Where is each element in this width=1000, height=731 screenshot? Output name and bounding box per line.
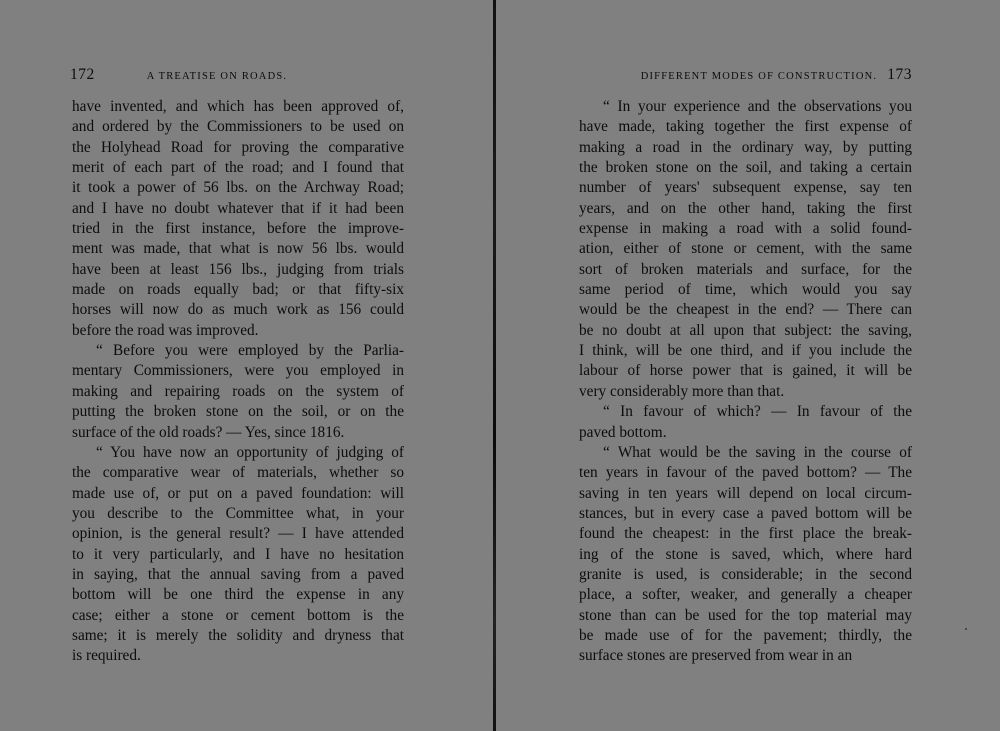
- text-line: the comparative wear of materials, whether so: [72, 464, 404, 482]
- text-line: be no doubt at all upon that subject: the saving,: [579, 321, 912, 339]
- text-line: making and repairing roads on the system of: [72, 382, 404, 400]
- text-line: have invented, and which has been approved of,: [72, 98, 404, 115]
- text-line: the broken stone on the soil, and taking a certain: [579, 159, 912, 177]
- right-page: [502, 0, 1000, 731]
- text-line: made on roads equally bad; or that fifty-six: [72, 281, 404, 299]
- text-line: you describe to the Committee what, in your: [72, 504, 404, 522]
- right-running-title: DIFFERENT MODES OF CONSTRUCTION.: [640, 71, 878, 82]
- text-line: is required.: [72, 647, 141, 665]
- text-line: stances, but in every case a paved bottom will be: [579, 504, 912, 522]
- text-line: surface stones are preserved from wear in an: [579, 647, 853, 665]
- right-body-text: [579, 97, 912, 667]
- text-line: to it very particularly, and I have no hesitation: [72, 545, 404, 563]
- text-line: sort of broken materials and surface, for the: [579, 260, 912, 278]
- text-line: number of years' subsequent expense, say ten: [579, 179, 912, 197]
- text-line: and I have no doubt whatever that if it had been: [72, 199, 404, 217]
- text-line: granite is used, is considerable; in the second: [579, 565, 912, 583]
- left-body-text: [72, 97, 404, 667]
- text-line: making a road in the ordinary way, by putting: [579, 138, 912, 156]
- text-line: in saying, that the annual saving from a paved: [72, 565, 404, 583]
- left-page: [0, 0, 490, 731]
- left-page-number: 172: [70, 66, 95, 83]
- text-line: “ In your experience and the observations you: [603, 98, 912, 115]
- text-line: bottom will be one third the expense in any: [72, 586, 404, 604]
- left-running-head: [70, 66, 405, 86]
- text-line: would be the cheapest in the end? — There can: [579, 301, 912, 319]
- text-line: before the road was improved.: [72, 321, 259, 339]
- text-line: same; it is merely the solidity and dryness that: [72, 626, 404, 644]
- text-line: “ What would be the saving in the course of: [603, 443, 912, 461]
- text-line: ten years in favour of the paved bottom? — The: [579, 464, 912, 482]
- text-line: same period of time, which would you say: [579, 281, 912, 299]
- text-line: ation, either of stone or cement, with the same: [579, 240, 912, 258]
- text-line: paved bottom.: [579, 423, 667, 441]
- text-line: have been at least 156 lbs., judging from trials: [72, 260, 404, 278]
- text-line: be made use of for the pavement; thirdly, the: [579, 626, 912, 644]
- text-line: “ You have now an opportunity of judging of: [96, 443, 404, 461]
- text-line: putting the broken stone on the soil, or on the: [72, 403, 404, 421]
- left-running-title: A TREATISE ON ROADS.: [146, 71, 288, 82]
- text-line: case; either a stone or cement bottom is the: [72, 606, 404, 624]
- text-line: very considerably more than that.: [579, 382, 785, 400]
- text-line: ment was made, that what is now 56 lbs. would: [72, 240, 404, 258]
- text-line: “ In favour of which? — In favour of the: [603, 403, 912, 421]
- text-line: the Holyhead Road for proving the comparative: [72, 138, 404, 156]
- text-line: expense in making a road with a solid found-: [579, 220, 912, 238]
- text-line: horses will now do as much work as 156 could: [72, 301, 404, 319]
- text-line: surface of the old roads? — Yes, since 1816.: [72, 423, 345, 441]
- right-page-number: 173: [887, 66, 912, 83]
- text-line: opinion, is the general result? — I have attended: [72, 525, 404, 543]
- text-line: found the cheapest: in the first place the break-: [579, 525, 912, 543]
- text-line: years, and on the other hand, taking the first: [579, 199, 912, 217]
- text-line: saving in ten years will depend on local circum-: [579, 484, 912, 502]
- text-line: and ordered by the Commissioners to be used on: [72, 118, 404, 136]
- gutter-shadow: [493, 0, 496, 731]
- right-running-head: [612, 66, 912, 86]
- text-line: stone than can be used for the top material may: [579, 606, 912, 624]
- paper-speck: [965, 628, 967, 630]
- text-line: merit of each part of the road; and I found that: [72, 159, 404, 177]
- text-line: tried in the first instance, before the improve-: [72, 220, 404, 238]
- text-line: “ Before you were employed by the Parlia-: [96, 342, 404, 360]
- book-gutter: [492, 0, 498, 731]
- text-line: mentary Commissioners, were you employed in: [72, 362, 404, 380]
- text-line: I think, will be one third, and if you include the: [579, 342, 912, 360]
- text-line: have made, taking together the first expense of: [579, 118, 912, 136]
- text-line: place, a softer, weaker, and generally a cheaper: [579, 586, 912, 604]
- text-line: labour of horse power that is gained, it will be: [579, 362, 912, 380]
- text-line: ing of the stone is saved, which, where hard: [579, 545, 912, 563]
- text-line: it took a power of 56 lbs. on the Archway Road;: [72, 179, 404, 197]
- text-line: made use of, or put on a paved foundation: will: [72, 484, 404, 502]
